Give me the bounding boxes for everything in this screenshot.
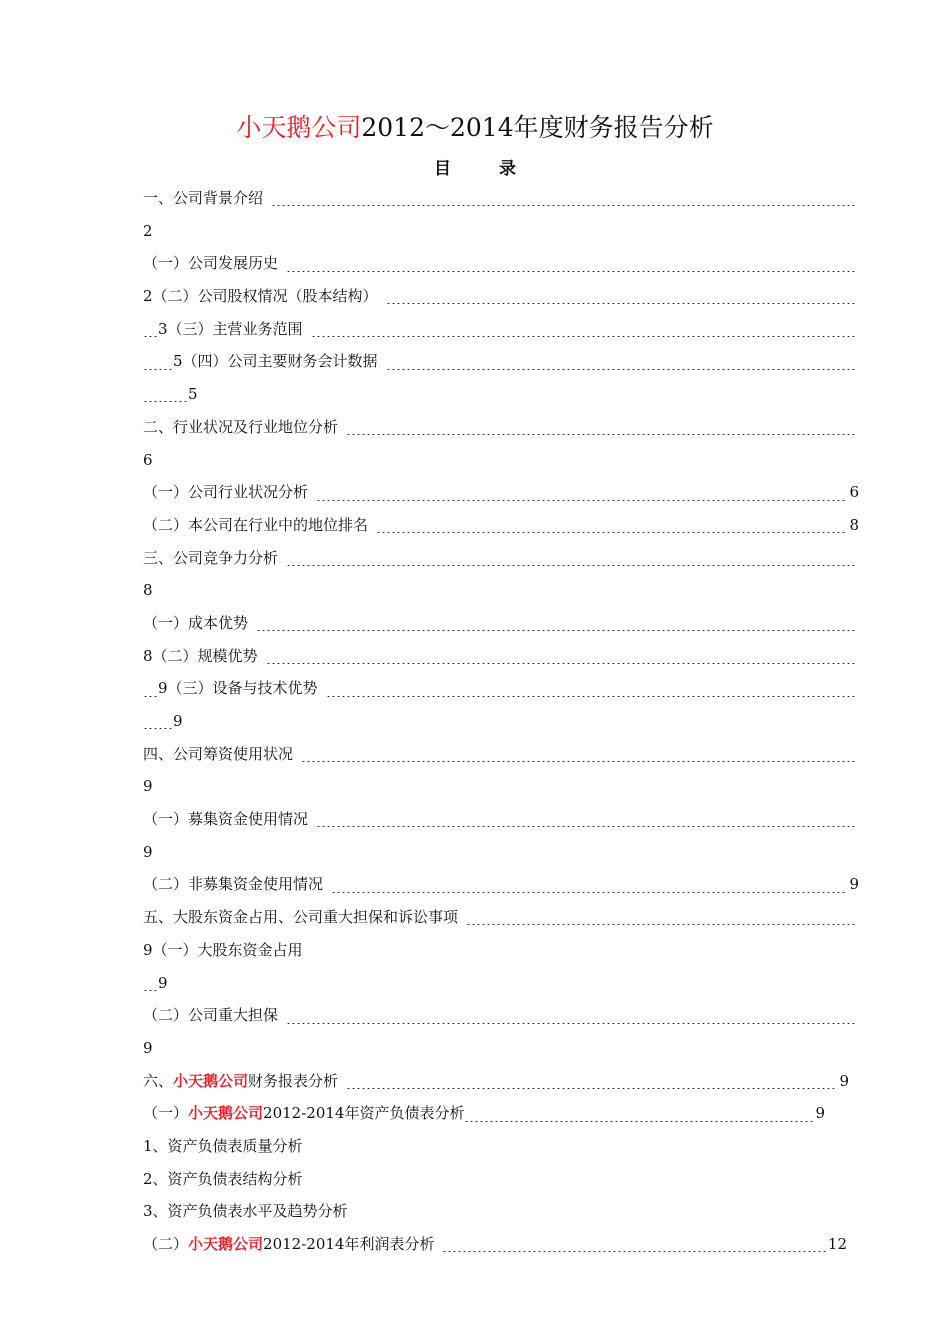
toc-entry-text: （四）公司主要财务会计数据 <box>182 352 378 371</box>
toc-entry-title <box>143 444 153 477</box>
toc-entry[interactable] <box>143 1065 849 1098</box>
toc-entry-page: 9 <box>839 1071 849 1090</box>
toc-entry-prev-page: 8 <box>143 646 153 665</box>
toc-entry-title <box>143 542 278 575</box>
toc-entry-text: （二）本公司在行业中的地位排名 <box>143 515 369 534</box>
toc-entry-title <box>143 1097 464 1130</box>
toc-entry[interactable] <box>143 280 859 313</box>
toc-entry-title <box>143 1065 338 1098</box>
toc-entry-title <box>143 803 308 836</box>
dot-leader <box>143 390 188 402</box>
toc-entry-title <box>143 738 293 771</box>
toc-entry-text: 六、 <box>143 1071 174 1090</box>
title-company: 小天鹅公司 <box>236 113 362 142</box>
toc-entry-company: 小天鹅公司 <box>188 1235 264 1253</box>
toc-entry-title <box>143 1130 303 1163</box>
toc-entry-title <box>143 836 153 869</box>
toc-entry-text: （二）非募集资金使用情况 <box>143 875 324 894</box>
toc-entry[interactable] <box>143 999 859 1032</box>
toc-entry-title <box>143 770 153 803</box>
toc-entry-text: （一）成本优势 <box>143 613 249 632</box>
dot-leader <box>331 881 847 893</box>
toc-entry[interactable] <box>143 967 859 1000</box>
toc-entry-title <box>183 345 378 378</box>
toc-entry[interactable] <box>143 705 859 738</box>
dot-leader <box>271 194 857 206</box>
dot-leader <box>143 685 158 697</box>
toc-entry-text: 二、行业状况及行业地位分析 <box>143 417 339 436</box>
toc-entry-rest: 2012-2014年利润表分析 <box>263 1235 435 1253</box>
toc-entry-page: 6 <box>849 483 859 502</box>
toc-entry[interactable] <box>143 345 859 378</box>
toc-entry-text: 四、公司筹资使用状况 <box>143 744 294 763</box>
toc-entry-text: （一）募集资金使用情况 <box>143 810 309 829</box>
toc-entry-title <box>143 182 263 215</box>
toc-entry[interactable] <box>143 215 859 248</box>
toc-entry-page: 9 <box>815 1104 825 1123</box>
toc-entry[interactable] <box>143 607 859 640</box>
toc-entry[interactable] <box>143 574 859 607</box>
toc-entry-title <box>173 705 183 738</box>
toc-entry-title <box>143 868 323 901</box>
toc-entry[interactable] <box>143 934 859 967</box>
toc-entry-prev-page: 3 <box>158 319 168 338</box>
dot-leader <box>286 1012 857 1024</box>
toc-entry-text: 2、资产负债表结构分析 <box>143 1169 303 1188</box>
dot-leader <box>143 325 158 337</box>
toc-entry-text: （三）设备与技术优势 <box>167 679 318 698</box>
toc-entry-text: （二）公司重大担保 <box>143 1006 279 1025</box>
document-title <box>0 108 950 144</box>
toc-entry-text: 五、大股东资金占用、公司重大担保和诉讼事项 <box>143 908 459 927</box>
title-rest: 2012～2014年度财务报告分析 <box>361 113 714 142</box>
toc-entry-title <box>143 574 153 607</box>
toc-entry-title <box>153 640 258 673</box>
toc-entry-text: 3、资产负债表水平及趋势分析 <box>143 1202 348 1221</box>
toc-entry[interactable] <box>143 476 859 509</box>
toc-entry[interactable] <box>143 803 859 836</box>
toc-entry[interactable] <box>143 836 859 869</box>
toc-entry-title <box>143 901 458 934</box>
dot-leader <box>256 619 857 631</box>
toc-entry-title <box>153 934 303 967</box>
toc-entry-page: 12 <box>827 1235 847 1253</box>
toc-entry-title <box>143 1032 153 1065</box>
toc-entry-prev-page: 9 <box>143 940 153 959</box>
dot-leader <box>386 358 857 370</box>
toc-entry-text: 9 <box>173 712 183 730</box>
toc-entry-text: （二）公司股权情况（股本结构） <box>152 287 378 306</box>
toc-entry-text: （二） <box>143 1235 189 1253</box>
toc-entry[interactable] <box>143 1130 859 1163</box>
dot-leader <box>266 652 857 664</box>
toc-entry-page: 9 <box>849 875 859 894</box>
toc-entry-title <box>143 607 248 640</box>
toc-entry-rest: 财务报表分析 <box>248 1071 339 1090</box>
dot-leader <box>346 1077 837 1089</box>
dot-leader <box>442 1240 825 1252</box>
toc-entry[interactable] <box>143 247 859 280</box>
toc-entry-text: （一） <box>143 1104 189 1123</box>
toc-entry-text: （二）规模优势 <box>152 646 258 665</box>
toc-entry[interactable] <box>143 378 859 411</box>
table-of-contents <box>143 182 859 1261</box>
toc-entry[interactable] <box>143 411 859 444</box>
dot-leader <box>464 1110 813 1122</box>
toc-entry[interactable] <box>143 313 859 346</box>
dot-leader <box>301 750 857 762</box>
dot-leader <box>316 489 847 501</box>
dot-leader <box>286 260 857 272</box>
toc-entry[interactable] <box>143 1195 859 1228</box>
toc-entry[interactable] <box>143 509 859 542</box>
toc-entry-title <box>143 1163 303 1196</box>
toc-entry-title <box>153 280 378 313</box>
toc-entry[interactable] <box>143 672 859 705</box>
toc-entry-text: （三）主营业务范围 <box>167 319 303 338</box>
toc-entry-text: 6 <box>143 450 153 469</box>
toc-entry[interactable] <box>143 1228 847 1261</box>
toc-entry[interactable] <box>143 1097 825 1130</box>
toc-entry-title <box>168 313 303 346</box>
dot-leader <box>346 423 857 435</box>
toc-entry-title <box>143 999 278 1032</box>
dot-leader <box>466 913 857 925</box>
toc-entry[interactable] <box>143 640 859 673</box>
toc-entry[interactable] <box>143 1163 859 1196</box>
toc-entry-company: 小天鹅公司 <box>188 1104 264 1123</box>
toc-entry[interactable] <box>143 770 859 803</box>
toc-entry[interactable] <box>143 444 859 477</box>
toc-entry[interactable] <box>143 901 859 934</box>
dot-leader <box>316 815 857 827</box>
toc-entry-title <box>143 215 153 248</box>
toc-entry-prev-page: 5 <box>173 352 183 371</box>
toc-entry-prev-page: 9 <box>158 679 168 698</box>
dot-leader <box>143 979 158 991</box>
toc-entry-title <box>143 247 278 280</box>
dot-leader <box>143 717 173 729</box>
dot-leader <box>286 554 857 566</box>
toc-entry-text: （一）大股东资金占用 <box>152 940 303 959</box>
toc-entry-text: 1、资产负债表质量分析 <box>143 1136 303 1155</box>
toc-entry-text: （一）公司行业状况分析 <box>143 483 309 502</box>
toc-entry-text: 9 <box>143 777 153 796</box>
toc-entry-text: 9 <box>158 973 168 992</box>
toc-entry-text: （一）公司发展历史 <box>143 254 279 273</box>
toc-entry-text: 三、公司竞争力分析 <box>143 548 279 567</box>
toc-heading: 目录 <box>434 159 564 179</box>
toc-entry[interactable] <box>143 868 859 901</box>
dot-leader <box>376 521 847 533</box>
toc-entry-text: 9 <box>143 1038 153 1057</box>
toc-entry-title <box>143 1195 348 1228</box>
toc-entry[interactable] <box>143 738 859 771</box>
dot-leader <box>143 358 173 370</box>
dot-leader <box>311 325 857 337</box>
toc-entry[interactable] <box>143 1032 859 1065</box>
toc-entry-title <box>143 1228 434 1261</box>
toc-entry-text: 一、公司背景介绍 <box>143 189 264 207</box>
toc-entry-company: 小天鹅公司 <box>173 1071 249 1090</box>
toc-entry-title <box>188 378 198 411</box>
dot-leader <box>386 292 857 304</box>
toc-entry[interactable] <box>143 542 859 575</box>
toc-entry-title <box>143 509 368 542</box>
toc-entry-prev-page: 2 <box>143 287 153 306</box>
toc-entry-text: 2 <box>143 221 153 240</box>
dot-leader <box>326 685 857 697</box>
toc-entry-title <box>168 672 318 705</box>
toc-entry-text: 5 <box>188 385 198 404</box>
toc-entry-text: 8 <box>143 581 153 600</box>
toc-entry-title <box>143 476 308 509</box>
toc-entry-text: 9 <box>143 842 153 861</box>
toc-entry[interactable] <box>143 182 859 215</box>
toc-entry-page: 8 <box>849 515 859 534</box>
toc-entry-title <box>143 411 338 444</box>
toc-entry-rest: 2012-2014年资产负债表分析 <box>263 1104 465 1123</box>
toc-entry-title <box>158 967 168 1000</box>
